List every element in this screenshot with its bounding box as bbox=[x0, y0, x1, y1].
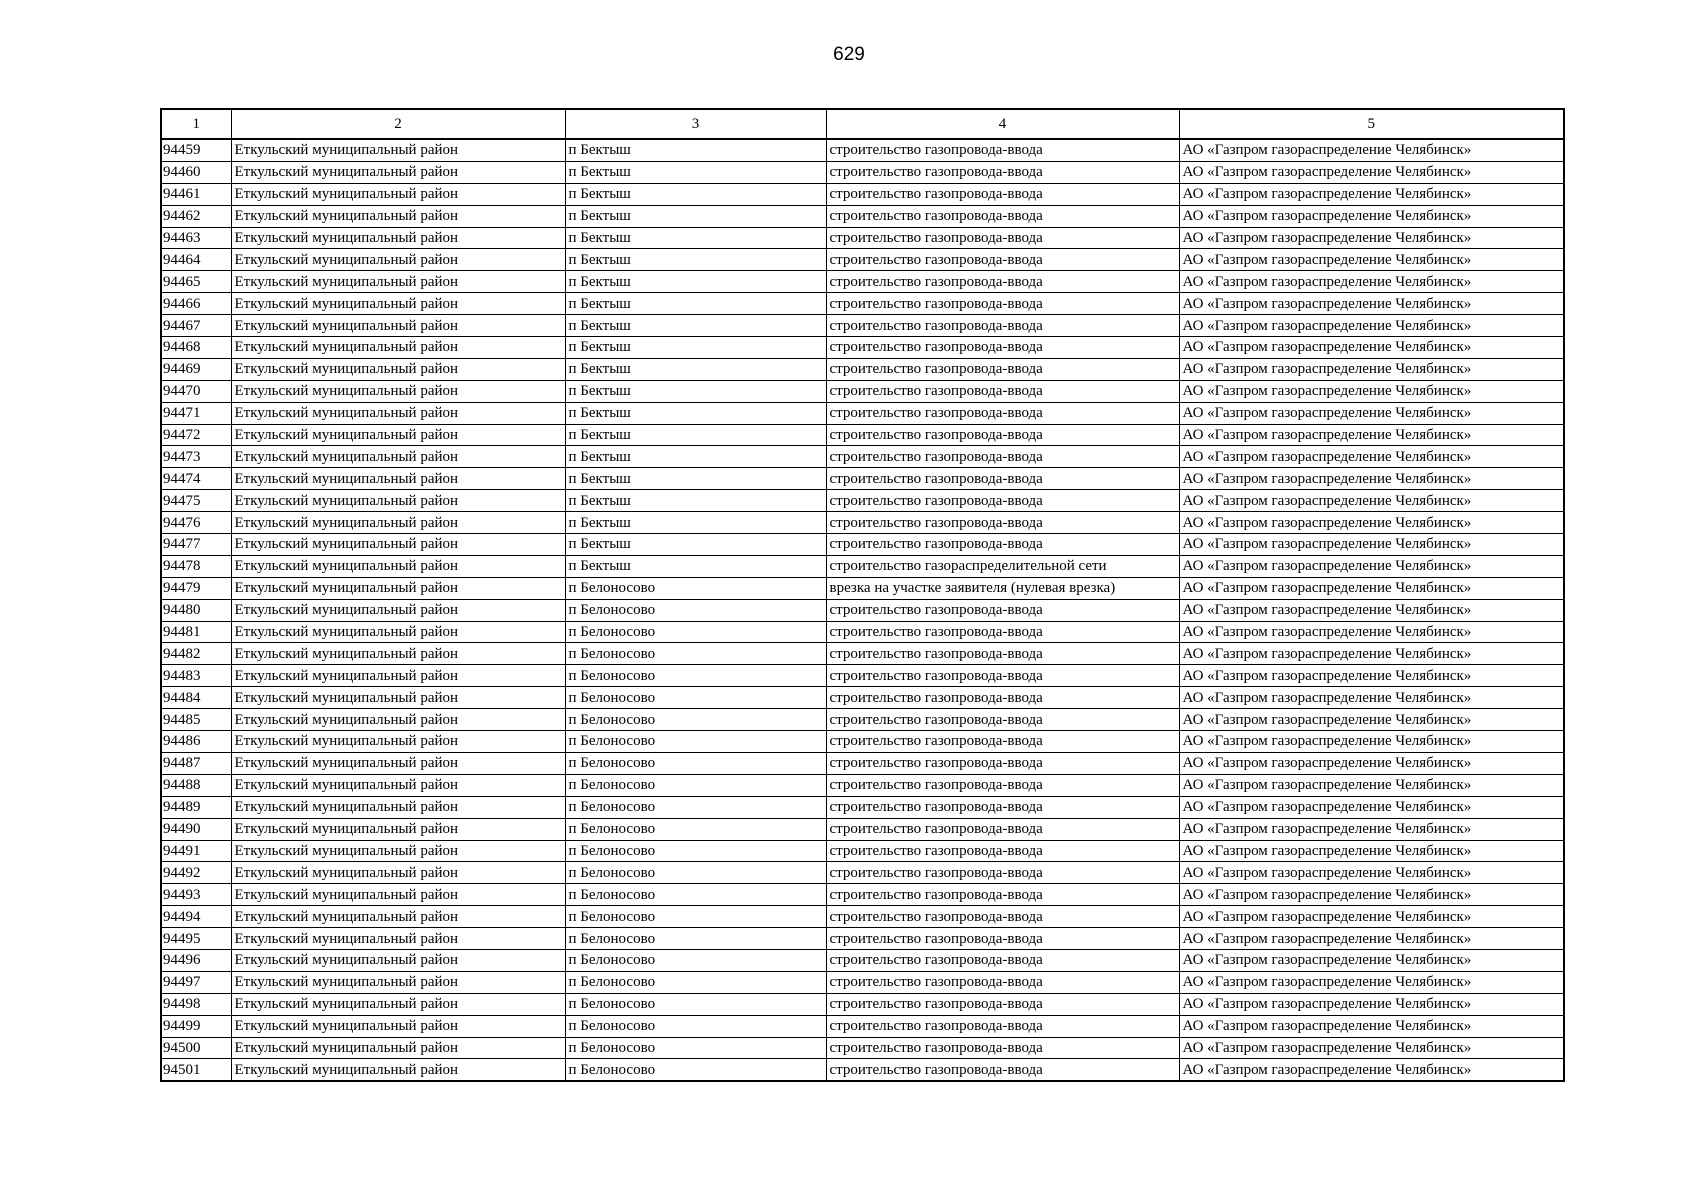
district-cell: Еткульский муниципальный район bbox=[231, 884, 565, 906]
work-type-cell: строительство газопровода-ввода bbox=[826, 424, 1179, 446]
table-row bbox=[161, 774, 1564, 796]
table-row bbox=[161, 928, 1564, 950]
work-type-cell: строительство газопровода-ввода bbox=[826, 205, 1179, 227]
work-type-cell: строительство газопровода-ввода bbox=[826, 840, 1179, 862]
work-type-cell: строительство газопровода-ввода bbox=[826, 906, 1179, 928]
settlement-cell: п Бектыш bbox=[565, 424, 826, 446]
district-cell: Еткульский муниципальный район bbox=[231, 468, 565, 490]
organization-cell: АО «Газпром газораспределение Челябинск» bbox=[1179, 183, 1564, 205]
row-number-cell: 94469 bbox=[161, 358, 231, 380]
settlement-cell: п Белоносово bbox=[565, 1037, 826, 1059]
district-cell: Еткульский муниципальный район bbox=[231, 555, 565, 577]
row-number-cell: 94488 bbox=[161, 774, 231, 796]
settlement-cell: п Белоносово bbox=[565, 884, 826, 906]
district-cell: Еткульский муниципальный район bbox=[231, 446, 565, 468]
organization-cell: АО «Газпром газораспределение Челябинск» bbox=[1179, 161, 1564, 183]
work-type-cell: строительство газопровода-ввода bbox=[826, 315, 1179, 337]
settlement-cell: п Белоносово bbox=[565, 577, 826, 599]
organization-cell: АО «Газпром газораспределение Челябинск» bbox=[1179, 271, 1564, 293]
settlement-cell: п Бектыш bbox=[565, 534, 826, 556]
organization-cell: АО «Газпром газораспределение Челябинск» bbox=[1179, 884, 1564, 906]
row-number-cell: 94467 bbox=[161, 315, 231, 337]
work-type-cell: строительство газопровода-ввода bbox=[826, 402, 1179, 424]
row-number-cell: 94481 bbox=[161, 621, 231, 643]
organization-cell: АО «Газпром газораспределение Челябинск» bbox=[1179, 928, 1564, 950]
row-number-cell: 94474 bbox=[161, 468, 231, 490]
organization-cell: АО «Газпром газораспределение Челябинск» bbox=[1179, 687, 1564, 709]
district-cell: Еткульский муниципальный район bbox=[231, 139, 565, 161]
district-cell: Еткульский муниципальный район bbox=[231, 796, 565, 818]
work-type-cell: строительство газопровода-ввода bbox=[826, 971, 1179, 993]
work-type-cell: строительство газопровода-ввода bbox=[826, 512, 1179, 534]
row-number-cell: 94498 bbox=[161, 993, 231, 1015]
table-row bbox=[161, 490, 1564, 512]
table-row bbox=[161, 534, 1564, 556]
work-type-cell: строительство газопровода-ввода bbox=[826, 752, 1179, 774]
table-row bbox=[161, 183, 1564, 205]
row-number-cell: 94461 bbox=[161, 183, 231, 205]
settlement-cell: п Бектыш bbox=[565, 468, 826, 490]
settlement-cell: п Белоносово bbox=[565, 665, 826, 687]
settlement-cell: п Бектыш bbox=[565, 402, 826, 424]
organization-cell: АО «Газпром газораспределение Челябинск» bbox=[1179, 862, 1564, 884]
work-type-cell: строительство газопровода-ввода bbox=[826, 949, 1179, 971]
work-type-cell: строительство газопровода-ввода bbox=[826, 380, 1179, 402]
organization-cell: АО «Газпром газораспределение Челябинск» bbox=[1179, 512, 1564, 534]
settlement-cell: п Белоносово bbox=[565, 709, 826, 731]
row-number-cell: 94479 bbox=[161, 577, 231, 599]
row-number-cell: 94480 bbox=[161, 599, 231, 621]
row-number-cell: 94487 bbox=[161, 752, 231, 774]
row-number-cell: 94459 bbox=[161, 139, 231, 161]
work-type-cell: строительство газопровода-ввода bbox=[826, 862, 1179, 884]
district-cell: Еткульский муниципальный район bbox=[231, 687, 565, 709]
organization-cell: АО «Газпром газораспределение Челябинск» bbox=[1179, 840, 1564, 862]
work-type-cell: строительство газопровода-ввода bbox=[826, 884, 1179, 906]
settlement-cell: п Белоносово bbox=[565, 796, 826, 818]
organization-cell: АО «Газпром газораспределение Челябинск» bbox=[1179, 380, 1564, 402]
organization-cell: АО «Газпром газораспределение Челябинск» bbox=[1179, 205, 1564, 227]
work-type-cell: строительство газопровода-ввода bbox=[826, 774, 1179, 796]
table-row bbox=[161, 577, 1564, 599]
settlement-cell: п Бектыш bbox=[565, 446, 826, 468]
row-number-cell: 94492 bbox=[161, 862, 231, 884]
settlement-cell: п Белоносово bbox=[565, 928, 826, 950]
organization-cell: АО «Газпром газораспределение Челябинск» bbox=[1179, 293, 1564, 315]
table-row bbox=[161, 249, 1564, 271]
organization-cell: АО «Газпром газораспределение Челябинск» bbox=[1179, 731, 1564, 753]
table-row bbox=[161, 358, 1564, 380]
settlement-cell: п Бектыш bbox=[565, 555, 826, 577]
table-row bbox=[161, 971, 1564, 993]
table-row bbox=[161, 468, 1564, 490]
table-row bbox=[161, 949, 1564, 971]
district-cell: Еткульский муниципальный район bbox=[231, 1059, 565, 1081]
settlement-cell: п Бектыш bbox=[565, 249, 826, 271]
column-header-4: 4 bbox=[826, 109, 1179, 139]
settlement-cell: п Белоносово bbox=[565, 862, 826, 884]
table-row bbox=[161, 840, 1564, 862]
work-type-cell: строительство газопровода-ввода bbox=[826, 621, 1179, 643]
organization-cell: АО «Газпром газораспределение Челябинск» bbox=[1179, 971, 1564, 993]
table-row bbox=[161, 884, 1564, 906]
row-number-cell: 94500 bbox=[161, 1037, 231, 1059]
table-row bbox=[161, 227, 1564, 249]
row-number-cell: 94497 bbox=[161, 971, 231, 993]
settlement-cell: п Белоносово bbox=[565, 752, 826, 774]
row-number-cell: 94482 bbox=[161, 643, 231, 665]
settlement-cell: п Белоносово bbox=[565, 731, 826, 753]
table-row bbox=[161, 731, 1564, 753]
table-row bbox=[161, 337, 1564, 359]
table-header bbox=[161, 109, 1564, 139]
settlement-cell: п Белоносово bbox=[565, 993, 826, 1015]
column-header-1: 1 bbox=[161, 109, 231, 139]
row-number-cell: 94486 bbox=[161, 731, 231, 753]
organization-cell: АО «Газпром газораспределение Челябинск» bbox=[1179, 949, 1564, 971]
table-row bbox=[161, 315, 1564, 337]
row-number-cell: 94494 bbox=[161, 906, 231, 928]
organization-cell: АО «Газпром газораспределение Челябинск» bbox=[1179, 796, 1564, 818]
organization-cell: АО «Газпром газораспределение Челябинск» bbox=[1179, 534, 1564, 556]
table-row bbox=[161, 139, 1564, 161]
work-type-cell: строительство газопровода-ввода bbox=[826, 928, 1179, 950]
table-row bbox=[161, 555, 1564, 577]
row-number-cell: 94463 bbox=[161, 227, 231, 249]
settlement-cell: п Белоносово bbox=[565, 774, 826, 796]
settlement-cell: п Белоносово bbox=[565, 818, 826, 840]
table-row bbox=[161, 293, 1564, 315]
organization-cell: АО «Газпром газораспределение Челябинск» bbox=[1179, 402, 1564, 424]
organization-cell: АО «Газпром газораспределение Челябинск» bbox=[1179, 424, 1564, 446]
organization-cell: АО «Газпром газораспределение Челябинск» bbox=[1179, 1037, 1564, 1059]
work-type-cell: строительство газопровода-ввода bbox=[826, 993, 1179, 1015]
district-cell: Еткульский муниципальный район bbox=[231, 424, 565, 446]
settlement-cell: п Бектыш bbox=[565, 227, 826, 249]
table-row bbox=[161, 1037, 1564, 1059]
table-row bbox=[161, 862, 1564, 884]
district-cell: Еткульский муниципальный район bbox=[231, 840, 565, 862]
organization-cell: АО «Газпром газораспределение Челябинск» bbox=[1179, 752, 1564, 774]
row-number-cell: 94499 bbox=[161, 1015, 231, 1037]
district-cell: Еткульский муниципальный район bbox=[231, 315, 565, 337]
table-row bbox=[161, 752, 1564, 774]
organization-cell: АО «Газпром газораспределение Челябинск» bbox=[1179, 139, 1564, 161]
row-number-cell: 94464 bbox=[161, 249, 231, 271]
row-number-cell: 94485 bbox=[161, 709, 231, 731]
district-cell: Еткульский муниципальный район bbox=[231, 1037, 565, 1059]
district-cell: Еткульский муниципальный район bbox=[231, 731, 565, 753]
work-type-cell: строительство газопровода-ввода bbox=[826, 183, 1179, 205]
work-type-cell: строительство газопровода-ввода bbox=[826, 534, 1179, 556]
organization-cell: АО «Газпром газораспределение Челябинск» bbox=[1179, 577, 1564, 599]
organization-cell: АО «Газпром газораспределение Челябинск» bbox=[1179, 227, 1564, 249]
page-number: 629 bbox=[833, 44, 865, 65]
table-row bbox=[161, 621, 1564, 643]
district-cell: Еткульский муниципальный район bbox=[231, 249, 565, 271]
settlement-cell: п Бектыш bbox=[565, 358, 826, 380]
table-row bbox=[161, 709, 1564, 731]
settlement-cell: п Белоносово bbox=[565, 971, 826, 993]
row-number-cell: 94471 bbox=[161, 402, 231, 424]
settlement-cell: п Бектыш bbox=[565, 183, 826, 205]
row-number-cell: 94484 bbox=[161, 687, 231, 709]
header-row bbox=[161, 109, 1564, 139]
district-cell: Еткульский муниципальный район bbox=[231, 227, 565, 249]
district-cell: Еткульский муниципальный район bbox=[231, 358, 565, 380]
column-header-5: 5 bbox=[1179, 109, 1564, 139]
row-number-cell: 94496 bbox=[161, 949, 231, 971]
work-type-cell: строительство газопровода-ввода bbox=[826, 1037, 1179, 1059]
organization-cell: АО «Газпром газораспределение Челябинск» bbox=[1179, 1059, 1564, 1081]
district-cell: Еткульский муниципальный район bbox=[231, 512, 565, 534]
row-number-cell: 94476 bbox=[161, 512, 231, 534]
table-row bbox=[161, 402, 1564, 424]
work-type-cell: строительство газораспределительной сети bbox=[826, 555, 1179, 577]
work-type-cell: строительство газопровода-ввода bbox=[826, 796, 1179, 818]
organization-cell: АО «Газпром газораспределение Челябинск» bbox=[1179, 249, 1564, 271]
work-type-cell: строительство газопровода-ввода bbox=[826, 1059, 1179, 1081]
organization-cell: АО «Газпром газораспределение Челябинск» bbox=[1179, 621, 1564, 643]
work-type-cell: строительство газопровода-ввода bbox=[826, 227, 1179, 249]
district-cell: Еткульский муниципальный район bbox=[231, 161, 565, 183]
organization-cell: АО «Газпром газораспределение Челябинск» bbox=[1179, 643, 1564, 665]
district-cell: Еткульский муниципальный район bbox=[231, 928, 565, 950]
organization-cell: АО «Газпром газораспределение Челябинск» bbox=[1179, 774, 1564, 796]
table-row bbox=[161, 205, 1564, 227]
district-cell: Еткульский муниципальный район bbox=[231, 183, 565, 205]
table-row bbox=[161, 380, 1564, 402]
work-type-cell: строительство газопровода-ввода bbox=[826, 709, 1179, 731]
organization-cell: АО «Газпром газораспределение Челябинск» bbox=[1179, 337, 1564, 359]
district-cell: Еткульский муниципальный район bbox=[231, 205, 565, 227]
table-row bbox=[161, 687, 1564, 709]
district-cell: Еткульский муниципальный район bbox=[231, 621, 565, 643]
district-cell: Еткульский муниципальный район bbox=[231, 774, 565, 796]
table-row bbox=[161, 906, 1564, 928]
organization-cell: АО «Газпром газораспределение Челябинск» bbox=[1179, 1015, 1564, 1037]
row-number-cell: 94470 bbox=[161, 380, 231, 402]
table-row bbox=[161, 993, 1564, 1015]
row-number-cell: 94495 bbox=[161, 928, 231, 950]
row-number-cell: 94491 bbox=[161, 840, 231, 862]
row-number-cell: 94493 bbox=[161, 884, 231, 906]
row-number-cell: 94460 bbox=[161, 161, 231, 183]
table-row bbox=[161, 665, 1564, 687]
organization-cell: АО «Газпром газораспределение Челябинск» bbox=[1179, 818, 1564, 840]
organization-cell: АО «Газпром газораспределение Челябинск» bbox=[1179, 358, 1564, 380]
settlement-cell: п Белоносово bbox=[565, 1059, 826, 1081]
work-type-cell: строительство газопровода-ввода bbox=[826, 490, 1179, 512]
table-row bbox=[161, 1059, 1564, 1081]
organization-cell: АО «Газпром газораспределение Челябинск» bbox=[1179, 446, 1564, 468]
settlement-cell: п Бектыш bbox=[565, 490, 826, 512]
district-cell: Еткульский муниципальный район bbox=[231, 643, 565, 665]
work-type-cell: строительство газопровода-ввода bbox=[826, 446, 1179, 468]
district-cell: Еткульский муниципальный район bbox=[231, 534, 565, 556]
table-row bbox=[161, 599, 1564, 621]
table-row bbox=[161, 446, 1564, 468]
work-type-cell: строительство газопровода-ввода bbox=[826, 139, 1179, 161]
settlement-cell: п Бектыш bbox=[565, 380, 826, 402]
row-number-cell: 94473 bbox=[161, 446, 231, 468]
settlement-cell: п Белоносово bbox=[565, 906, 826, 928]
table-row bbox=[161, 424, 1564, 446]
work-type-cell: строительство газопровода-ввода bbox=[826, 249, 1179, 271]
organization-cell: АО «Газпром газораспределение Челябинск» bbox=[1179, 906, 1564, 928]
table-row bbox=[161, 271, 1564, 293]
district-cell: Еткульский муниципальный район bbox=[231, 971, 565, 993]
work-type-cell: строительство газопровода-ввода bbox=[826, 358, 1179, 380]
work-type-cell: строительство газопровода-ввода bbox=[826, 599, 1179, 621]
organization-cell: АО «Газпром газораспределение Челябинск» bbox=[1179, 709, 1564, 731]
organization-cell: АО «Газпром газораспределение Челябинск» bbox=[1179, 490, 1564, 512]
column-header-3: 3 bbox=[565, 109, 826, 139]
district-cell: Еткульский муниципальный район bbox=[231, 665, 565, 687]
district-cell: Еткульский муниципальный район bbox=[231, 709, 565, 731]
district-cell: Еткульский муниципальный район bbox=[231, 906, 565, 928]
settlement-cell: п Бектыш bbox=[565, 271, 826, 293]
work-type-cell: врезка на участке заявителя (нулевая врезка) bbox=[826, 577, 1179, 599]
organization-cell: АО «Газпром газораспределение Челябинск» bbox=[1179, 315, 1564, 337]
column-header-2: 2 bbox=[231, 109, 565, 139]
row-number-cell: 94472 bbox=[161, 424, 231, 446]
district-cell: Еткульский муниципальный район bbox=[231, 293, 565, 315]
settlement-cell: п Белоносово bbox=[565, 949, 826, 971]
district-cell: Еткульский муниципальный район bbox=[231, 1015, 565, 1037]
district-cell: Еткульский муниципальный район bbox=[231, 337, 565, 359]
row-number-cell: 94477 bbox=[161, 534, 231, 556]
district-cell: Еткульский муниципальный район bbox=[231, 949, 565, 971]
district-cell: Еткульский муниципальный район bbox=[231, 599, 565, 621]
settlement-cell: п Белоносово bbox=[565, 687, 826, 709]
settlement-cell: п Белоносово bbox=[565, 621, 826, 643]
settlement-cell: п Белоносово bbox=[565, 1015, 826, 1037]
organization-cell: АО «Газпром газораспределение Челябинск» bbox=[1179, 555, 1564, 577]
district-cell: Еткульский муниципальный район bbox=[231, 577, 565, 599]
work-type-cell: строительство газопровода-ввода bbox=[826, 161, 1179, 183]
work-type-cell: строительство газопровода-ввода bbox=[826, 665, 1179, 687]
work-type-cell: строительство газопровода-ввода bbox=[826, 337, 1179, 359]
settlement-cell: п Бектыш bbox=[565, 139, 826, 161]
work-type-cell: строительство газопровода-ввода bbox=[826, 643, 1179, 665]
table-row bbox=[161, 161, 1564, 183]
table-row bbox=[161, 796, 1564, 818]
work-type-cell: строительство газопровода-ввода bbox=[826, 687, 1179, 709]
row-number-cell: 94489 bbox=[161, 796, 231, 818]
settlement-cell: п Бектыш bbox=[565, 161, 826, 183]
district-cell: Еткульский муниципальный район bbox=[231, 402, 565, 424]
work-type-cell: строительство газопровода-ввода bbox=[826, 818, 1179, 840]
settlement-cell: п Бектыш bbox=[565, 205, 826, 227]
row-number-cell: 94462 bbox=[161, 205, 231, 227]
table-row bbox=[161, 643, 1564, 665]
district-cell: Еткульский муниципальный район bbox=[231, 752, 565, 774]
settlement-cell: п Белоносово bbox=[565, 599, 826, 621]
district-cell: Еткульский муниципальный район bbox=[231, 490, 565, 512]
organization-cell: АО «Газпром газораспределение Челябинск» bbox=[1179, 665, 1564, 687]
table-body bbox=[161, 139, 1564, 1081]
settlement-cell: п Бектыш bbox=[565, 337, 826, 359]
district-cell: Еткульский муниципальный район bbox=[231, 380, 565, 402]
organization-cell: АО «Газпром газораспределение Челябинск» bbox=[1179, 599, 1564, 621]
table-row bbox=[161, 1015, 1564, 1037]
settlement-cell: п Белоносово bbox=[565, 840, 826, 862]
settlement-cell: п Белоносово bbox=[565, 643, 826, 665]
work-type-cell: строительство газопровода-ввода bbox=[826, 731, 1179, 753]
work-type-cell: строительство газопровода-ввода bbox=[826, 468, 1179, 490]
settlement-cell: п Бектыш bbox=[565, 293, 826, 315]
row-number-cell: 94468 bbox=[161, 337, 231, 359]
row-number-cell: 94490 bbox=[161, 818, 231, 840]
district-cell: Еткульский муниципальный район bbox=[231, 818, 565, 840]
district-cell: Еткульский муниципальный район bbox=[231, 993, 565, 1015]
row-number-cell: 94475 bbox=[161, 490, 231, 512]
district-cell: Еткульский муниципальный район bbox=[231, 862, 565, 884]
settlement-cell: п Бектыш bbox=[565, 315, 826, 337]
row-number-cell: 94483 bbox=[161, 665, 231, 687]
row-number-cell: 94478 bbox=[161, 555, 231, 577]
work-type-cell: строительство газопровода-ввода bbox=[826, 293, 1179, 315]
row-number-cell: 94466 bbox=[161, 293, 231, 315]
row-number-cell: 94501 bbox=[161, 1059, 231, 1081]
gas-connection-table bbox=[160, 108, 1565, 1082]
work-type-cell: строительство газопровода-ввода bbox=[826, 1015, 1179, 1037]
work-type-cell: строительство газопровода-ввода bbox=[826, 271, 1179, 293]
district-cell: Еткульский муниципальный район bbox=[231, 271, 565, 293]
organization-cell: АО «Газпром газораспределение Челябинск» bbox=[1179, 993, 1564, 1015]
row-number-cell: 94465 bbox=[161, 271, 231, 293]
organization-cell: АО «Газпром газораспределение Челябинск» bbox=[1179, 468, 1564, 490]
table-row bbox=[161, 818, 1564, 840]
settlement-cell: п Бектыш bbox=[565, 512, 826, 534]
table-row bbox=[161, 512, 1564, 534]
